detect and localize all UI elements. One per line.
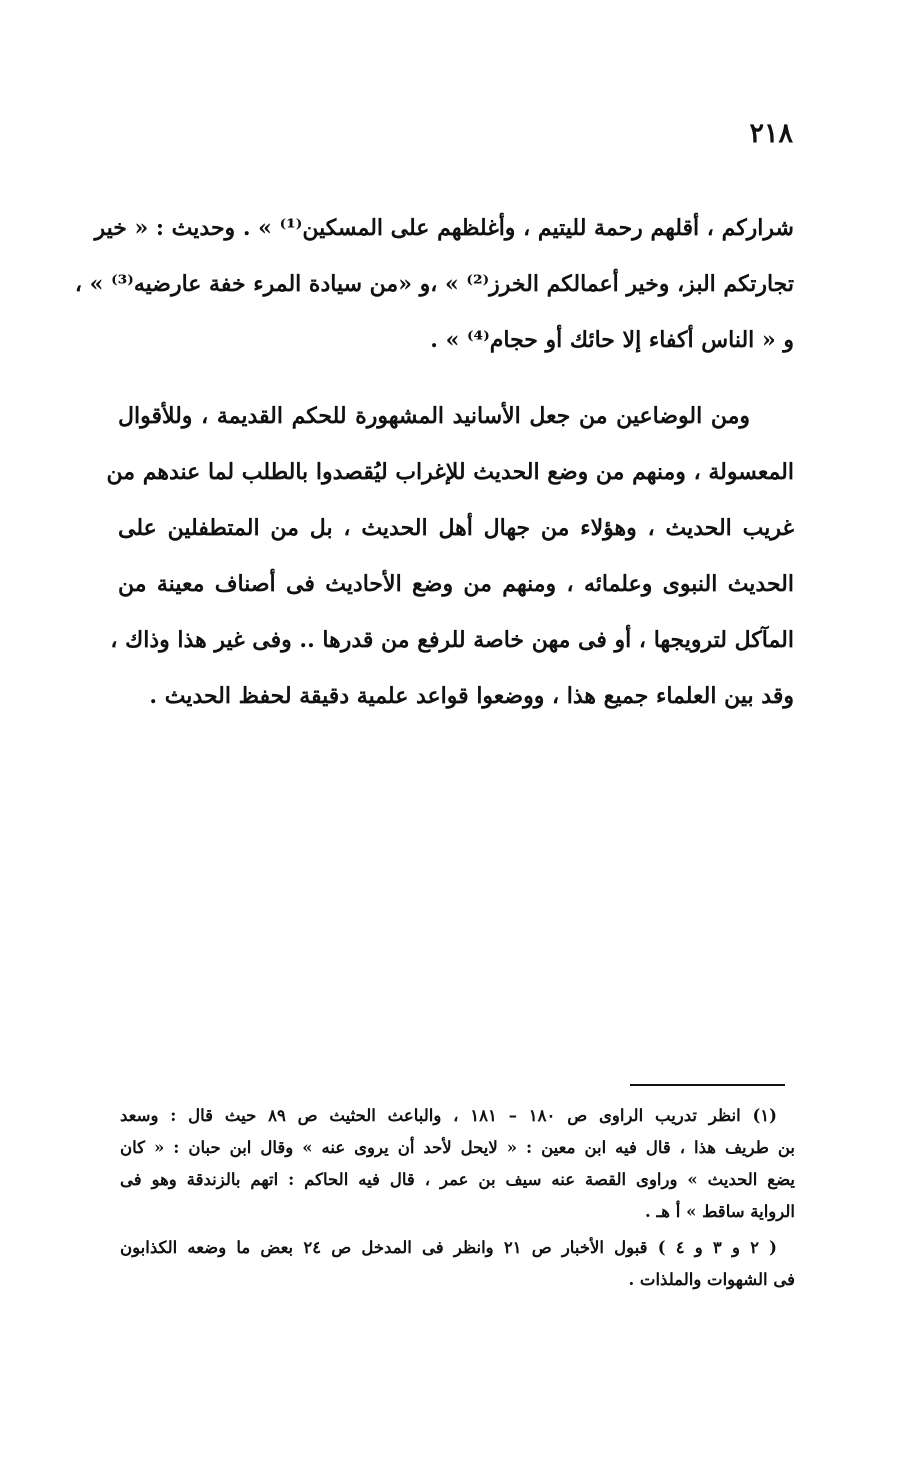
text-line: تجارتكم البز، وخير أعمالكم الخرز⁽²⁾ » ،و «من سيادة المرء خفة عارضيه⁽³⁾ » ، (74, 271, 794, 297)
footnote-1 (120, 1100, 795, 1228)
text-line: ومن الوضاعين من جعل الأسانيد المشهورة للحكم القديمة ، وللأقوال (118, 403, 750, 429)
page-number: ٢١٨ (749, 118, 793, 149)
text-line: و « الناس أكفاء إلا حائك أو حجام⁽⁴⁾ » . (430, 327, 794, 353)
footnote-line: يضع الحديث » وراوى القصة عنه سيف بن عمر ، قال فيه الحاكم : اتهم بالزندقة وهو فى (120, 1170, 795, 1189)
footnote-line: الرواية ساقط » أ هـ . (644, 1202, 795, 1221)
text-line: وقد بين العلماء جميع هذا ، ووضعوا قواعد علمية دقيقة لحفظ الحديث . (149, 683, 794, 709)
footnote-line: ( ٢ و ٣ و ٤ ) قبول الأخبار ص ٢١ وانظر فى المدخل ص ٢٤ بعض ما وضعه الكذابون (120, 1238, 777, 1257)
footnote-2 (120, 1232, 795, 1296)
footnote-line: (١) انظر تدريب الراوى ص ١٨٠ – ١٨١ ، والباعث الحثيث ص ٨٩ حيث قال : وسعد (120, 1106, 777, 1125)
footnotes (120, 1100, 795, 1296)
paragraph-2 (106, 388, 794, 724)
footnote-line: بن طريف هذا ، قال فيه ابن معين : « لايحل لأحد أن يروى عنه » وقال ابن حبان : « كان (120, 1138, 795, 1157)
footnote-separator (630, 1084, 785, 1086)
main-text (74, 200, 794, 724)
text-line: المعسولة ، ومنهم من وضع الحديث للإغراب ليُقصدوا بالطلب لما عندهم من (106, 459, 794, 485)
paragraph-1 (74, 200, 794, 368)
text-line: الحديث النبوى وعلمائه ، ومنهم من وضع الأحاديث فى أصناف معينة من (118, 571, 794, 597)
text-line: المآكل لترويجها ، أو فى مهن خاصة للرفع من قدرها .. وفى غير هذا وذاك ، (110, 627, 794, 653)
text-line: غريب الحديث ، وهؤلاء من جهال أهل الحديث ، بل من المتطفلين على (118, 515, 794, 541)
footnote-line: فى الشهوات والملذات . (628, 1270, 795, 1289)
text-line: شراركم ، أقلهم رحمة لليتيم ، وأغلظهم على المسكين⁽¹⁾ » . وحديث : « خير (94, 215, 794, 241)
